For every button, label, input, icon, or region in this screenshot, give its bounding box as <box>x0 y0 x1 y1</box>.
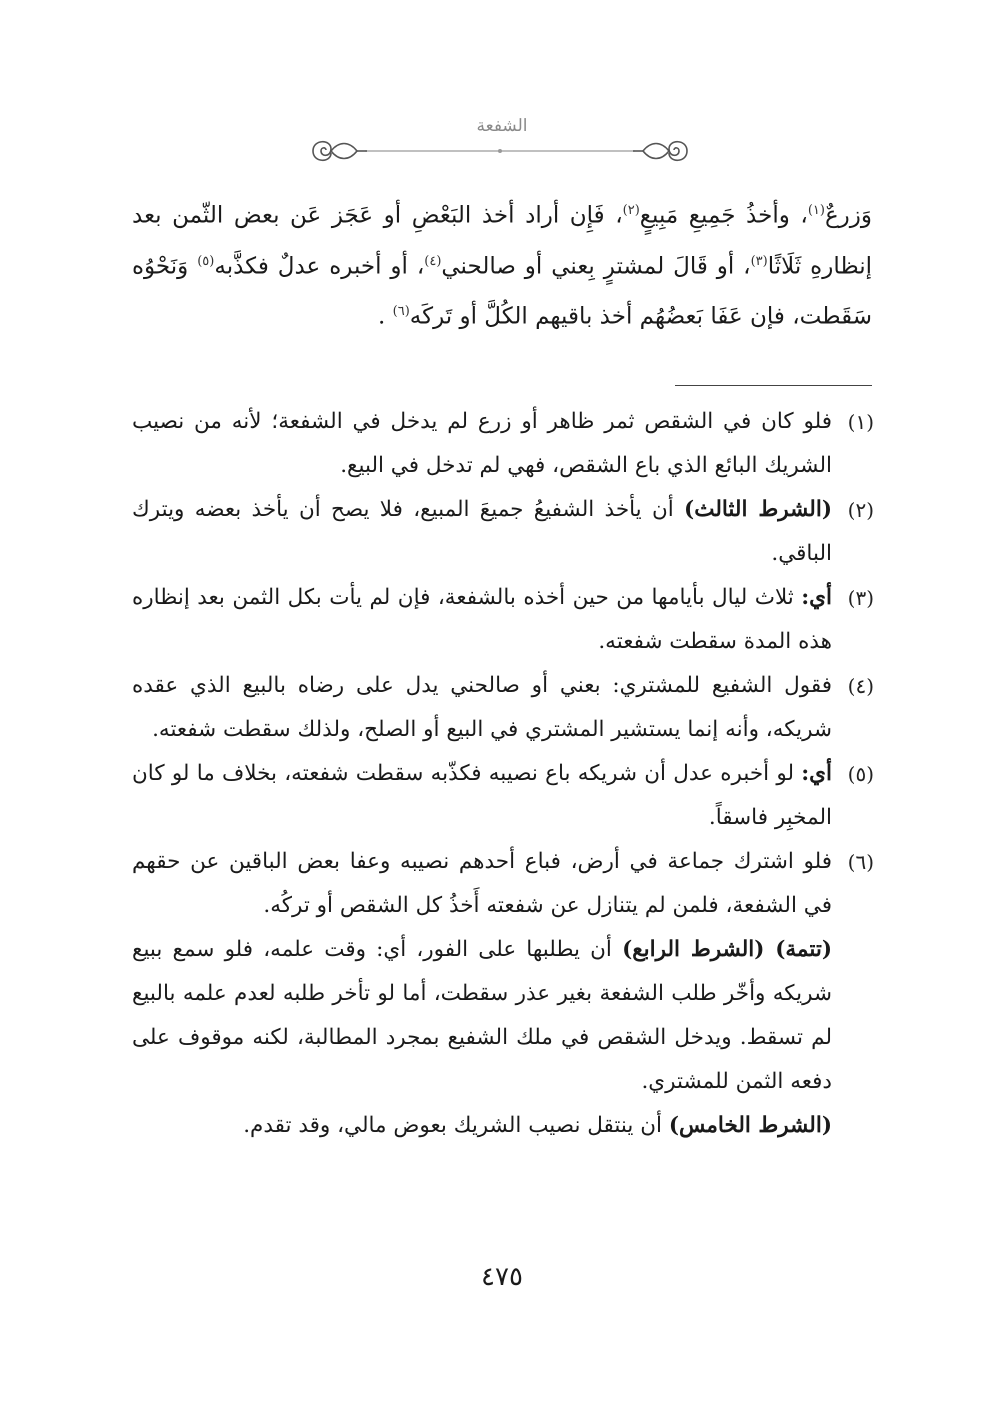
main-paragraph <box>132 188 872 340</box>
footnote-body <box>132 664 832 752</box>
fifth-condition-bold-label: (الشرط الخامس) <box>668 1113 832 1138</box>
footnote-text: فلو كان في الشقص ثمر ظاهر أو زرع لم يدخل في الشفعة؛ لأنه من نصيب الشريك البائع الذي باع الشقص، فهي لم تدخل في البيع. <box>132 409 832 478</box>
fifth-condition-paragraph <box>132 1104 832 1148</box>
footnotes <box>132 400 874 1148</box>
footnote-5 <box>132 752 874 840</box>
footnote-body <box>132 840 832 1148</box>
footnote-separator <box>675 385 872 386</box>
footnote-4 <box>132 664 874 752</box>
main-segment: ، فَإِن أراد أخذ البَعْضِ أو عَجَز عَن بعض الثّمن بعد إنظارهِ ثَلَاثًا <box>132 202 873 280</box>
main-segment: ، وأخذُ جَمِيعِ مَبِيعٍ <box>639 202 808 229</box>
footnote-3 <box>132 576 874 664</box>
footnote-bold-label: أي: <box>801 761 832 786</box>
footnote-ref-3[interactable]: (٣) <box>750 253 768 269</box>
main-segment: ، أو أخبره عدلٌ فكذَّبه <box>214 253 425 280</box>
footnote-bold-label: أي: <box>801 585 832 610</box>
footnote-6 <box>132 840 874 1148</box>
header-ornament <box>305 131 695 173</box>
tatimma-paragraph <box>132 928 832 1104</box>
footnote-paragraph <box>132 840 832 928</box>
main-segment: وَنَحْوُه سَقَطت، فإن عَفَا بَعضُهُم أخذ باقيهم الكُلَّ أو تَركَه <box>132 253 872 330</box>
footnote-number: (٦) <box>847 850 874 874</box>
footnote-number: (١) <box>847 410 874 434</box>
footnote-ref-6[interactable]: (٦) <box>392 304 410 320</box>
footnote-text: ثلاث ليال بأيامها من حين أخذه بالشفعة، فإن لم يأت بكل الثمن بعد إنظاره هذه المدة سقطت شفعته. <box>132 585 832 654</box>
footnote-text: فلو اشترك جماعة في أرض، فباع أحدهم نصيبه وعفا بعض الباقين عن حقهم في الشفعة، فلمن لم يتنازل عن شفعته أَخذُ كل الشقص أو تركُه. <box>132 849 832 918</box>
fifth-condition-text: أن ينتقل نصيب الشريك بعوض مالي، وقد تقدم. <box>243 1113 662 1138</box>
main-segment: ، أو قَالَ لمشترٍ بِعني أو صالحني <box>441 253 751 280</box>
footnote-number: (٣) <box>847 586 874 610</box>
footnote-2 <box>132 488 874 576</box>
footnote-body <box>132 488 832 576</box>
footnote-ref-2[interactable]: (٢) <box>622 203 640 218</box>
main-segment: . <box>378 303 386 330</box>
footnote-text: لو أخبره عدل أن شريكه باع نصيبه فكذّبه سقطت شفعته، بخلاف ما لو كان المخبِر فاسقاً. <box>132 761 832 830</box>
tatimma-text: أن يطلبها على الفور، أي: وقت علمه، فلو سمع ببيع شريكه وأخّر طلب الشفعة بغير عذر سقطت، أما لو تأخر طلبه لعدم علمه بالبيع لم تسقط. ويدخل الشقص في ملك الشفيع بمجرد المطالبة، لكنه موقوف على دفعه الثمن للمشتري. <box>132 937 832 1094</box>
footnote-text: أن يأخذ الشفيعُ جميعَ المبيع، فلا يصح أن يأخذ بعضه ويترك الباقي. <box>132 497 832 566</box>
page-number: ٤٧٥ <box>481 1262 523 1292</box>
running-title: الشفعة <box>476 116 528 136</box>
footnote-text: فقول الشفيع للمشتري: بعني أو صالحني يدل على رضاه بالبيع الذي عقده شريكه، وأنه إنما يستشير المشتري في البيع أو الصلح، ولذلك سقطت شفعته. <box>132 673 832 742</box>
footnote-1 <box>132 400 874 488</box>
footnote-number: (٤) <box>847 674 874 698</box>
main-segment: وَزرعٌ <box>824 202 872 229</box>
footnote-bold-label: (الشرط الثالث) <box>684 497 832 522</box>
footnote-body <box>132 400 832 488</box>
footnote-ref-4[interactable]: (٤) <box>424 253 442 269</box>
footnote-ref-1[interactable]: (١) <box>807 203 825 218</box>
footnote-body <box>132 752 832 840</box>
footnote-body <box>132 576 832 664</box>
footnote-ref-5[interactable]: (٥) <box>197 253 215 269</box>
tatimma-bold-label: (تتمة) (الشرط الرابع) <box>622 937 833 962</box>
main-text <box>132 188 872 340</box>
footnote-number: (٢) <box>847 498 874 522</box>
footnote-number: (٥) <box>847 762 874 786</box>
